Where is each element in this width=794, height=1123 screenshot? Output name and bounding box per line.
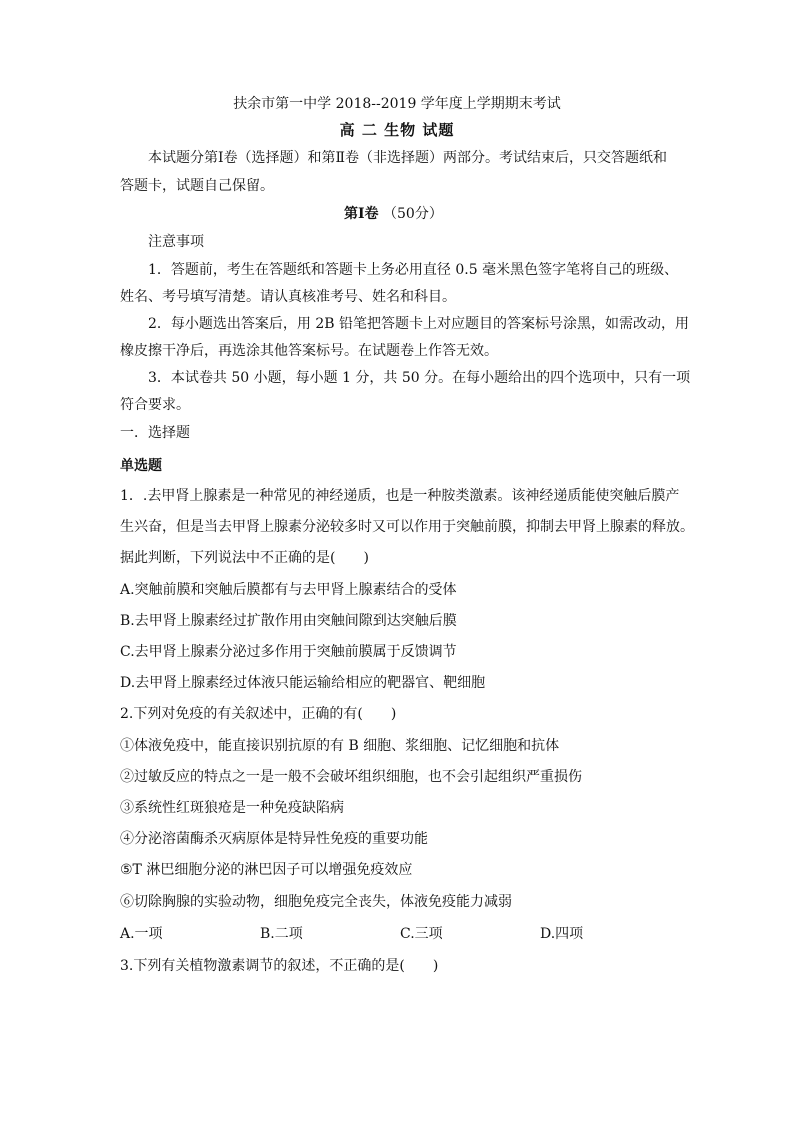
note-line-5: 3．本试卷共 50 小题，每小题 1 分，共 50 分。在每小题给出的四个选项中，只有一项 (148, 370, 691, 386)
note-line-1: 1．答题前，考生在答题纸和答题卡上务必用直径 0.5 毫米黑色签字笔将自己的班级、 (148, 262, 679, 278)
q2-option-b: B.二项 (260, 926, 303, 942)
q1-option-d: D.去甲肾上腺素经过体液只能运输给相应的靶器官、靶细胞 (120, 675, 486, 691)
q1-stem-2: 生兴奋，但是当去甲肾上腺素分泌较多时又可以作用于突触前膜，抑制去甲肾上腺素的释放。 (120, 519, 694, 535)
q2-stem: 2.下列对免疫的有关叙述中，正确的有( ) (120, 706, 397, 722)
part-label: 一．选择题 (120, 425, 190, 441)
subject-title: 高 二 生物 试题 (339, 121, 455, 139)
school-title: 扶余市第一中学 2018--2019 学年度上学期期末考试 (233, 96, 561, 112)
intro-line-1: 本试题分第Ⅰ卷（选择题）和第Ⅱ卷（非选择题）两部分。考试结束后，只交答题纸和 (148, 150, 668, 166)
q2-option-d: D.四项 (540, 926, 584, 942)
q2-option-c: C.三项 (400, 926, 443, 942)
q1-stem-3: 据此判断，下列说法中不正确的是( ) (120, 550, 369, 566)
q2-item-4: ④分泌溶菌酶杀灭病原体是特异性免疫的重要功能 (120, 831, 428, 847)
q2-item-1: ①体液免疫中，能直接识别抗原的有 B 细胞、浆细胞、记忆细胞和抗体 (120, 738, 560, 754)
note-line-3: 2．每小题选出答案后，用 2B 铅笔把答题卡上对应题目的答案标号涂黑，如需改动，用 (148, 316, 690, 332)
q3-stem: 3.下列有关植物激素调节的叙述，不正确的是( ) (120, 958, 439, 974)
section-score: （50分） (383, 206, 443, 222)
q1-option-b: B.去甲肾上腺素经过扩散作用由突触间隙到达突触后膜 (120, 613, 457, 629)
note-line-2: 姓名、考号填写清楚。请认真核准考号、姓名和科目。 (120, 289, 456, 305)
notes-heading: 注意事项 (148, 234, 204, 250)
q1-option-c: C.去甲肾上腺素分泌过多作用于突触前膜属于反馈调节 (120, 644, 457, 660)
q2-item-6: ⑥切除胸腺的实验动物，细胞免疫完全丧失，体液免疫能力减弱 (120, 894, 512, 910)
q2-option-a: A.一项 (120, 926, 163, 942)
q1-stem-1: 1．.去甲肾上腺素是一种常见的神经递质，也是一种胺类激素。该神经递质能使突触后膜产 (120, 488, 680, 504)
q2-item-2: ②过敏反应的特点之一是一般不会破坏组织细胞，也不会引起组织严重损伤 (120, 769, 582, 785)
section-heading (344, 204, 443, 224)
section-title: 第Ⅰ卷 (344, 206, 379, 222)
note-line-4: 橡皮擦干净后，再选涂其他答案标号。在试题卷上作答无效。 (120, 343, 498, 359)
q1-option-a: A.突触前膜和突触后膜都有与去甲肾上腺素结合的受体 (120, 582, 457, 598)
note-line-6: 符合要求。 (120, 397, 190, 413)
q2-item-5: ⑤T 淋巴细胞分泌的淋巴因子可以增强免疫效应 (120, 862, 413, 878)
question-type: 单选题 (120, 458, 162, 474)
q2-item-3: ③系统性红斑狼疮是一种免疫缺陷病 (120, 800, 344, 816)
intro-line-2: 答题卡，试题自己保留。 (120, 178, 274, 194)
